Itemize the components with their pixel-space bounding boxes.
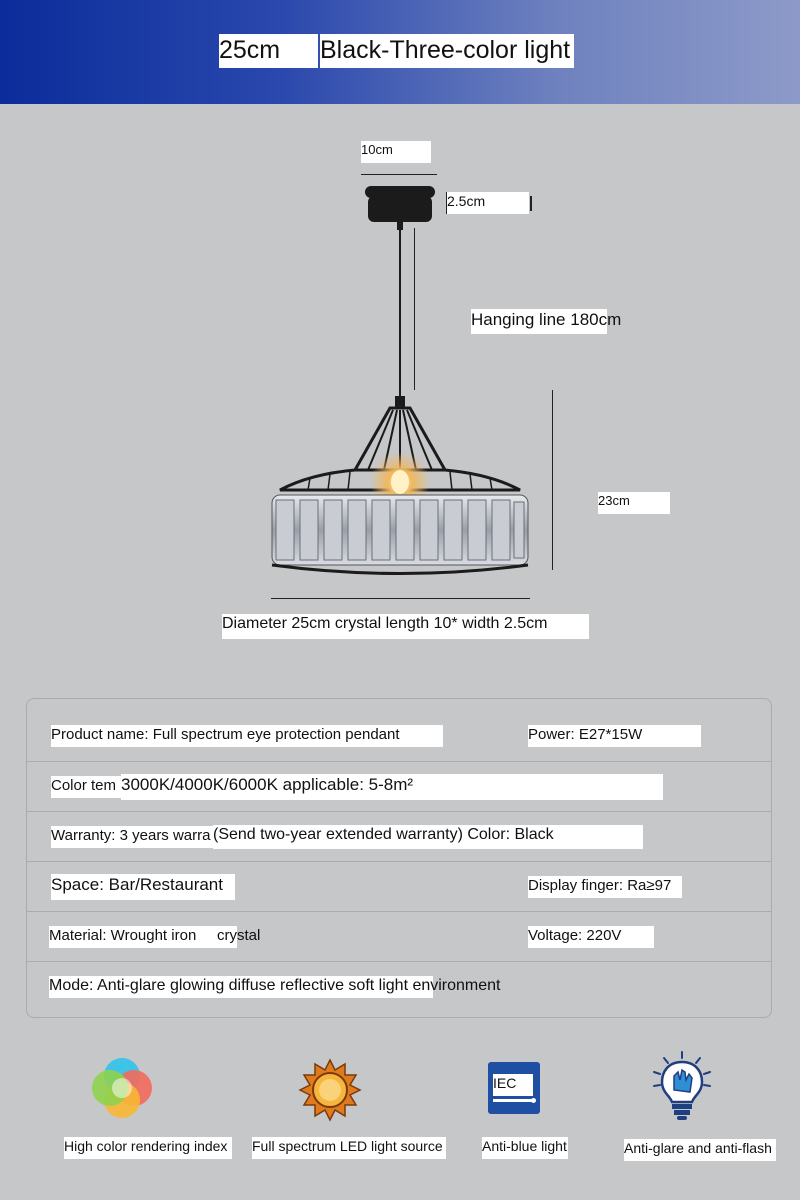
iec-badge-text: IEC: [493, 1074, 533, 1096]
spec-row-color-temperature: [27, 761, 771, 812]
diameter-label: Diameter 25cm crystal length 10* width 2.5cm: [222, 614, 589, 639]
top-banner: [0, 0, 800, 104]
feature-label-anti-blue: Anti-blue light: [482, 1137, 568, 1159]
canopy-width-label: 10cm: [361, 141, 431, 163]
space-spec: Space: Bar/Restaurant: [51, 874, 235, 900]
spec-row-mode: [27, 961, 771, 1012]
spec-row-space: [27, 861, 771, 912]
mode-spec: Mode: Anti-glare glowing diffuse reflective soft light environment: [49, 976, 433, 998]
iec-icon: [488, 1062, 540, 1114]
canopy-height-label: 2.5cm: [447, 192, 529, 214]
feature-label-color-rendering: High color rendering index: [64, 1137, 232, 1159]
feature-label-full-spectrum: Full spectrum LED light source: [252, 1137, 446, 1159]
color-option-label: Black-Three-color light: [320, 34, 574, 68]
product-name: Product name: Full spectrum eye protection pendant: [51, 725, 443, 747]
sun-icon: [298, 1058, 362, 1122]
material-spec: Material: Wrought iron: [49, 926, 237, 948]
material-extra: crystal: [217, 927, 261, 944]
feature-label-anti-glare: Anti-glare and anti-flash: [624, 1139, 776, 1161]
specifications-table: [26, 698, 772, 1018]
voltage-spec: Voltage: 220V: [528, 926, 654, 948]
warranty-value: (Send two-year extended warranty) Color: Black: [213, 825, 643, 849]
lamp-height-label: 23cm: [598, 492, 670, 514]
color-wheel-icon: [90, 1056, 154, 1120]
spec-row-product: [27, 711, 771, 761]
color-temperature-value: 3000K/4000K/6000K applicable: 5-8m²: [121, 774, 663, 800]
spec-row-material: [27, 911, 771, 962]
pendant-lamp-image: [250, 170, 550, 590]
lamp-height-line: [552, 390, 553, 570]
diameter-line: [271, 598, 530, 599]
hanging-line-label: Hanging line 180cm: [471, 309, 607, 334]
color-temperature-prefix: Color tem: [51, 776, 121, 798]
size-label: 25cm: [219, 34, 318, 68]
power-spec: Power: E27*15W: [528, 725, 701, 747]
warranty-prefix: Warranty: 3 years warra: [51, 826, 213, 848]
spec-row-warranty: [27, 811, 771, 862]
hand-bulb-icon: [650, 1050, 714, 1122]
display-finger-spec: Display finger: Ra≥97: [528, 876, 682, 898]
